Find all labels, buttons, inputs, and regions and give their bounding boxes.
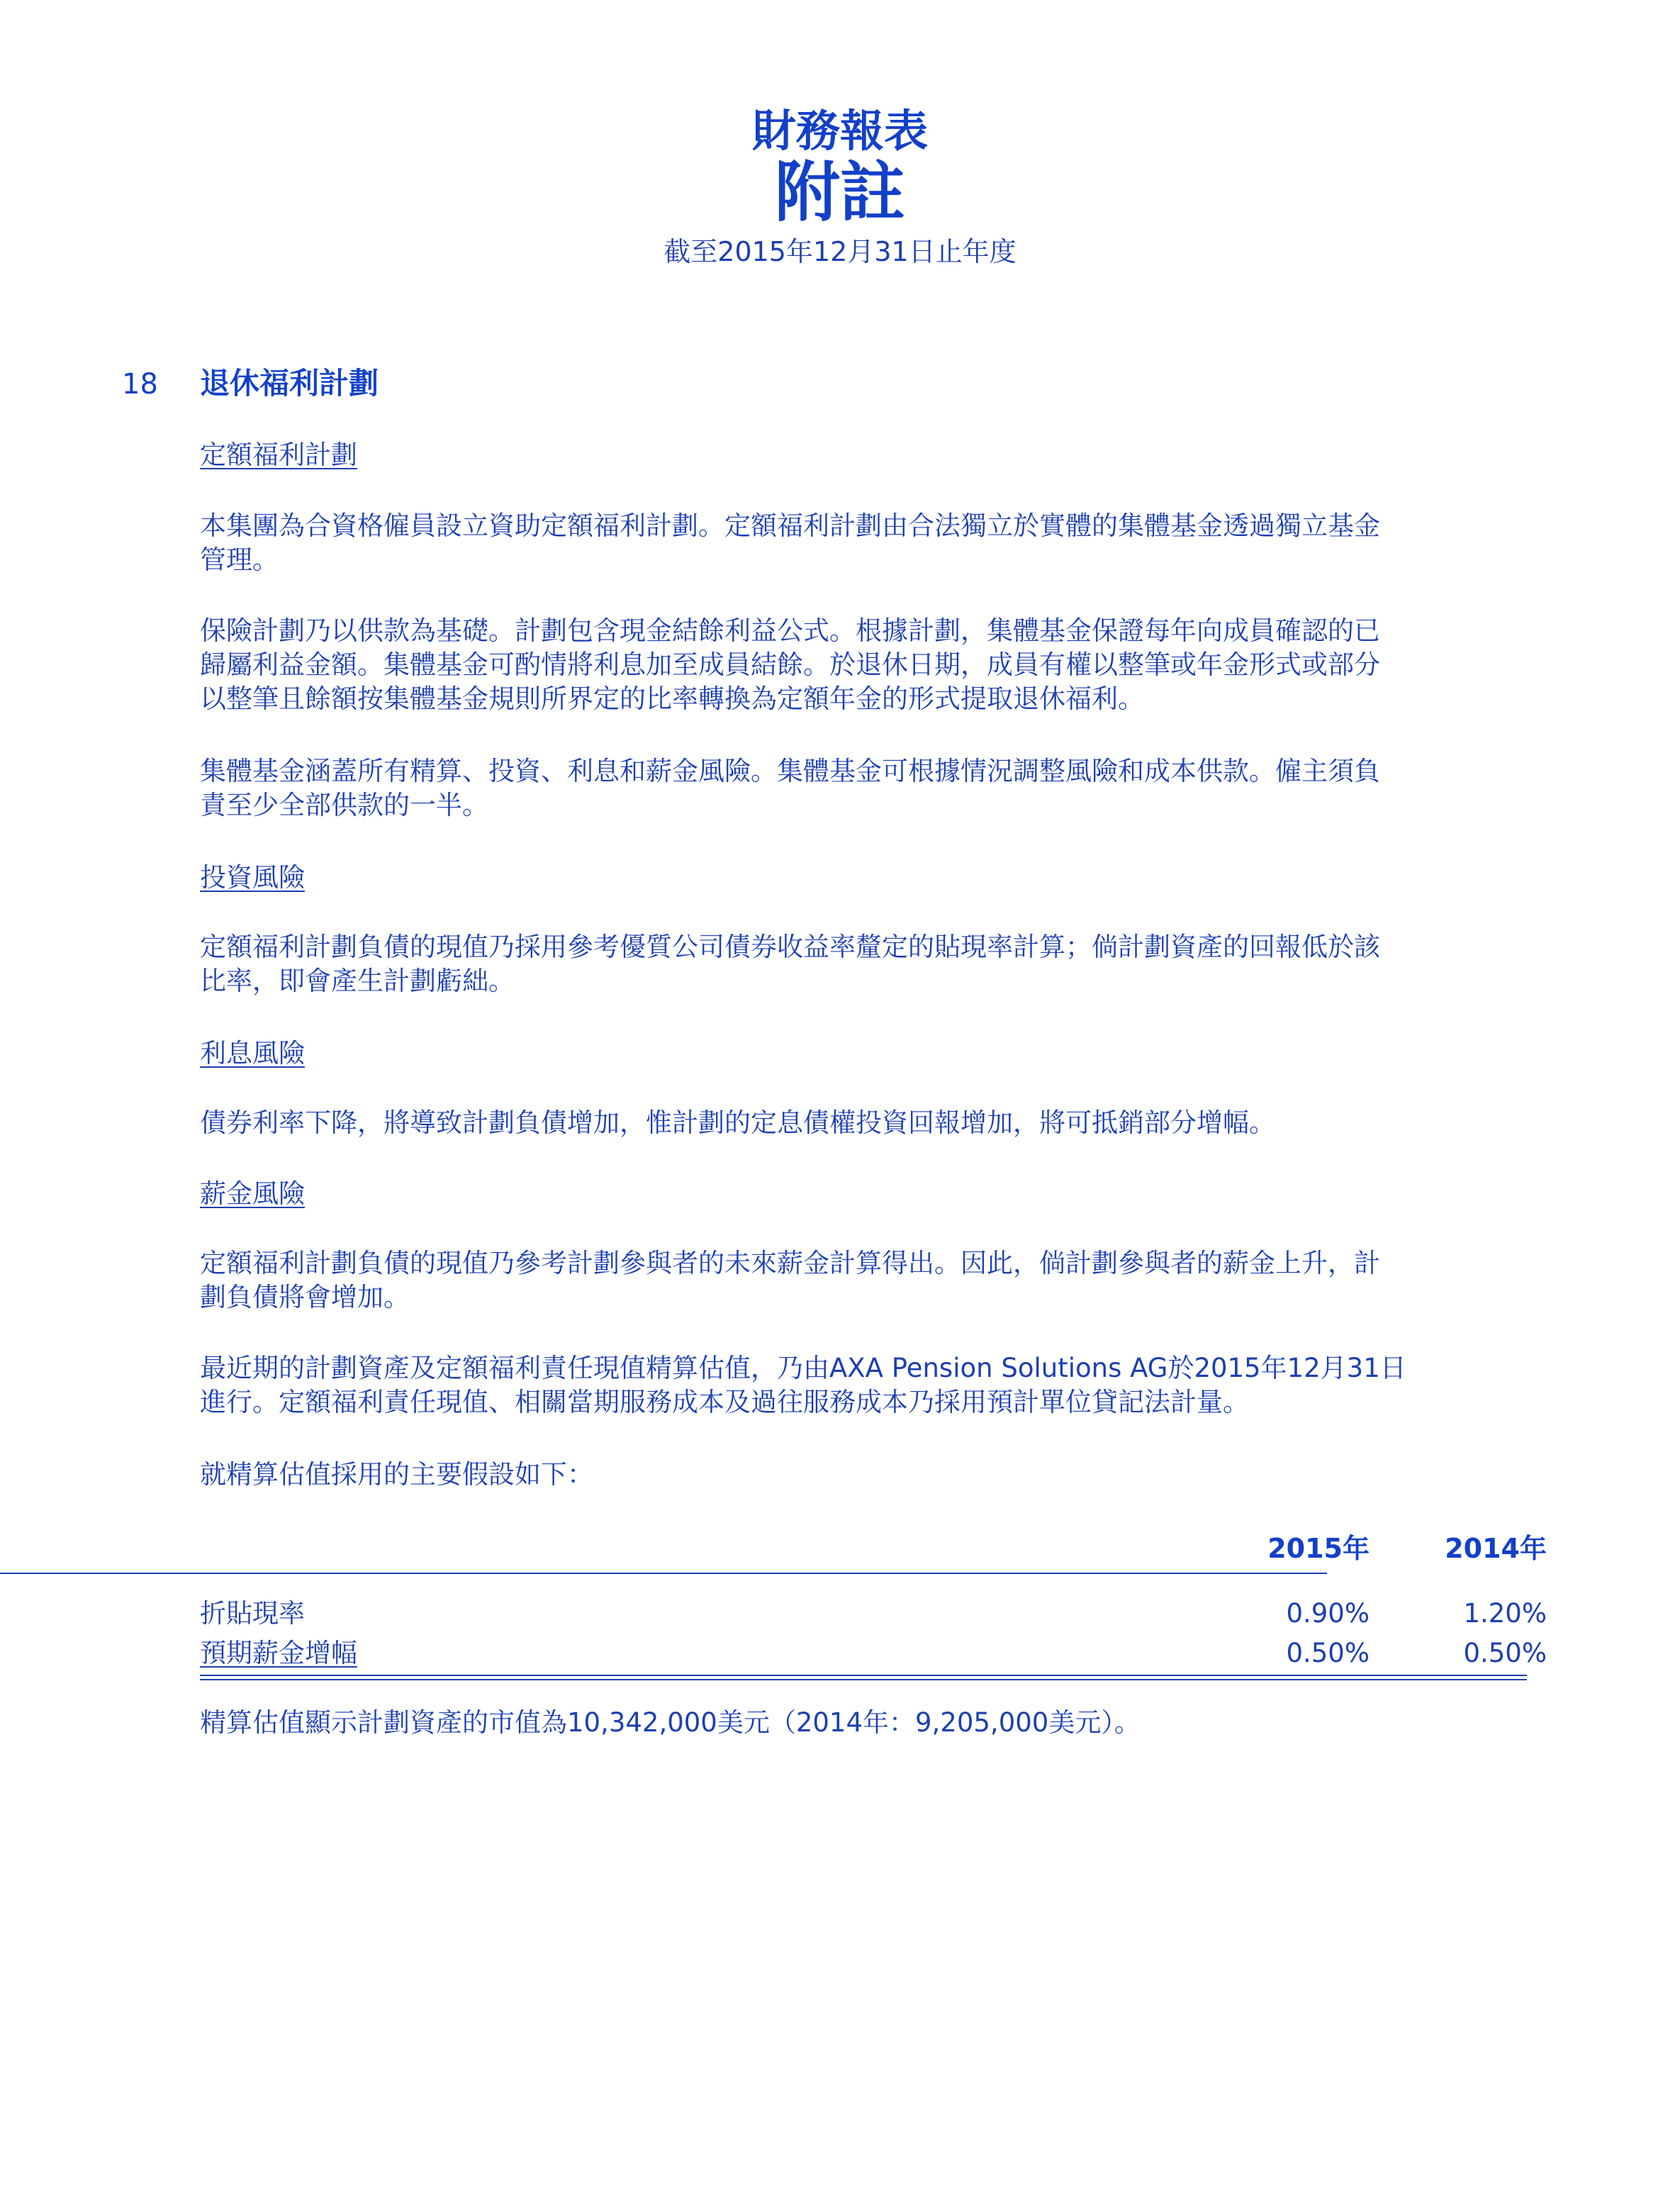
- paragraph-line: 債券利率下降，將導致計劃負債增加，惟計劃的定息債權投資回報增加，將可抵銷部分增幅。: [200, 1107, 1275, 1138]
- paragraph-line: 歸屬利益金額。集體基金可酌情將利息加至成員結餘。於退休日期，成員有權以整筆或年金形式或部分: [200, 649, 1380, 680]
- paragraph-line: 以整筆且餘額按集體基金規則所界定的比率轉換為定額年金的形式提取退休福利。: [200, 683, 1144, 714]
- table-footer-rule-bottom: [200, 1679, 1527, 1680]
- section-number: 18: [122, 368, 158, 401]
- paragraph-line: 責至少全部供款的一半。: [200, 790, 488, 820]
- section-title: 退休福利計劃: [200, 366, 379, 401]
- footer-note: [200, 1706, 1527, 1740]
- row-label: 折貼現率: [200, 1598, 305, 1629]
- paragraph-assumptions-intro: [200, 1458, 1527, 1492]
- paragraph-plan-intro: [200, 509, 1527, 577]
- table-header-rule: [0, 1573, 1327, 1574]
- row-value-2014: 1.20%: [1463, 1598, 1547, 1629]
- paragraph-line: 管理。: [200, 545, 279, 575]
- column-header-2014: 2014年: [1445, 1533, 1547, 1564]
- paragraph-line: 本集團為合資格僱員設立資助定額福利計劃。定額福利計劃由合法獨立於實體的集體基金透過獨立基金: [200, 510, 1380, 541]
- paragraph-line: 精算估值顯示計劃資產的市值為10,342,000美元（2014年：9,205,000美元）。: [200, 1707, 1141, 1738]
- paragraph-line: 進行。定額福利責任現值、相關當期服務成本及過往服務成本乃採用預計單位貸記法計量。: [200, 1387, 1249, 1417]
- subheading-defined-benefit: [200, 438, 1527, 472]
- report-subtitle: 附註: [774, 155, 905, 230]
- paragraph-investment-risk: [200, 930, 1527, 998]
- row-value-2015: 0.90%: [1286, 1598, 1370, 1629]
- report-period: 截至2015年12月31日止年度: [663, 236, 1017, 267]
- paragraph-salary-risk: [200, 1246, 1527, 1315]
- subheading-text: 薪金風險: [200, 1178, 305, 1209]
- paragraph-interest-risk: [200, 1106, 1527, 1140]
- row-label: 預期薪金增幅: [200, 1638, 357, 1668]
- table-footer-rule-top: [200, 1675, 1527, 1676]
- row-value-2015: 0.50%: [1286, 1638, 1370, 1668]
- report-title: 財務報表: [751, 105, 928, 157]
- subheading-text: 投資風險: [200, 862, 305, 893]
- column-header-2015: 2015年: [1267, 1533, 1370, 1564]
- subheading-text: 利息風險: [200, 1038, 305, 1068]
- subheading-interest-risk: [200, 1037, 1527, 1071]
- paragraph-line: 劃負債將會增加。: [200, 1282, 410, 1312]
- paragraph-valuation: [200, 1351, 1527, 1419]
- paragraph-line: 最近期的計劃資產及定額福利責任現值精算估值，乃由AXA Pension Solutions AG於2015年12月31日: [200, 1353, 1406, 1383]
- subheading-text: 定額福利計劃: [200, 440, 357, 470]
- subheading-salary-risk: [200, 1177, 1527, 1211]
- paragraph-line: 比率，即會產生計劃虧絀。: [200, 966, 515, 996]
- paragraph-line: 保險計劃乃以供款為基礎。計劃包含現金結餘利益公式。根據計劃，集體基金保證每年向成員確認的已: [200, 615, 1380, 646]
- paragraph-line: 定額福利計劃負債的現值乃參考計劃參與者的未來薪金計算得出。因此，倘計劃參與者的薪金上升，計: [200, 1248, 1380, 1278]
- paragraph-line: 定額福利計劃負債的現值乃採用參考優質公司債券收益率釐定的貼現率計算；倘計劃資產的回報低於該: [200, 932, 1380, 962]
- paragraph-line: 就精算估值採用的主要假設如下：: [200, 1459, 593, 1490]
- row-value-2014: 0.50%: [1463, 1638, 1547, 1668]
- paragraph-line: 集體基金涵蓋所有精算、投資、利息和薪金風險。集體基金可根據情況調整風險和成本供款。僱主須負: [200, 756, 1380, 786]
- paragraph-insurance-plan: [200, 614, 1527, 716]
- paragraph-collective-fund: [200, 754, 1527, 822]
- subheading-investment-risk: [200, 861, 1527, 895]
